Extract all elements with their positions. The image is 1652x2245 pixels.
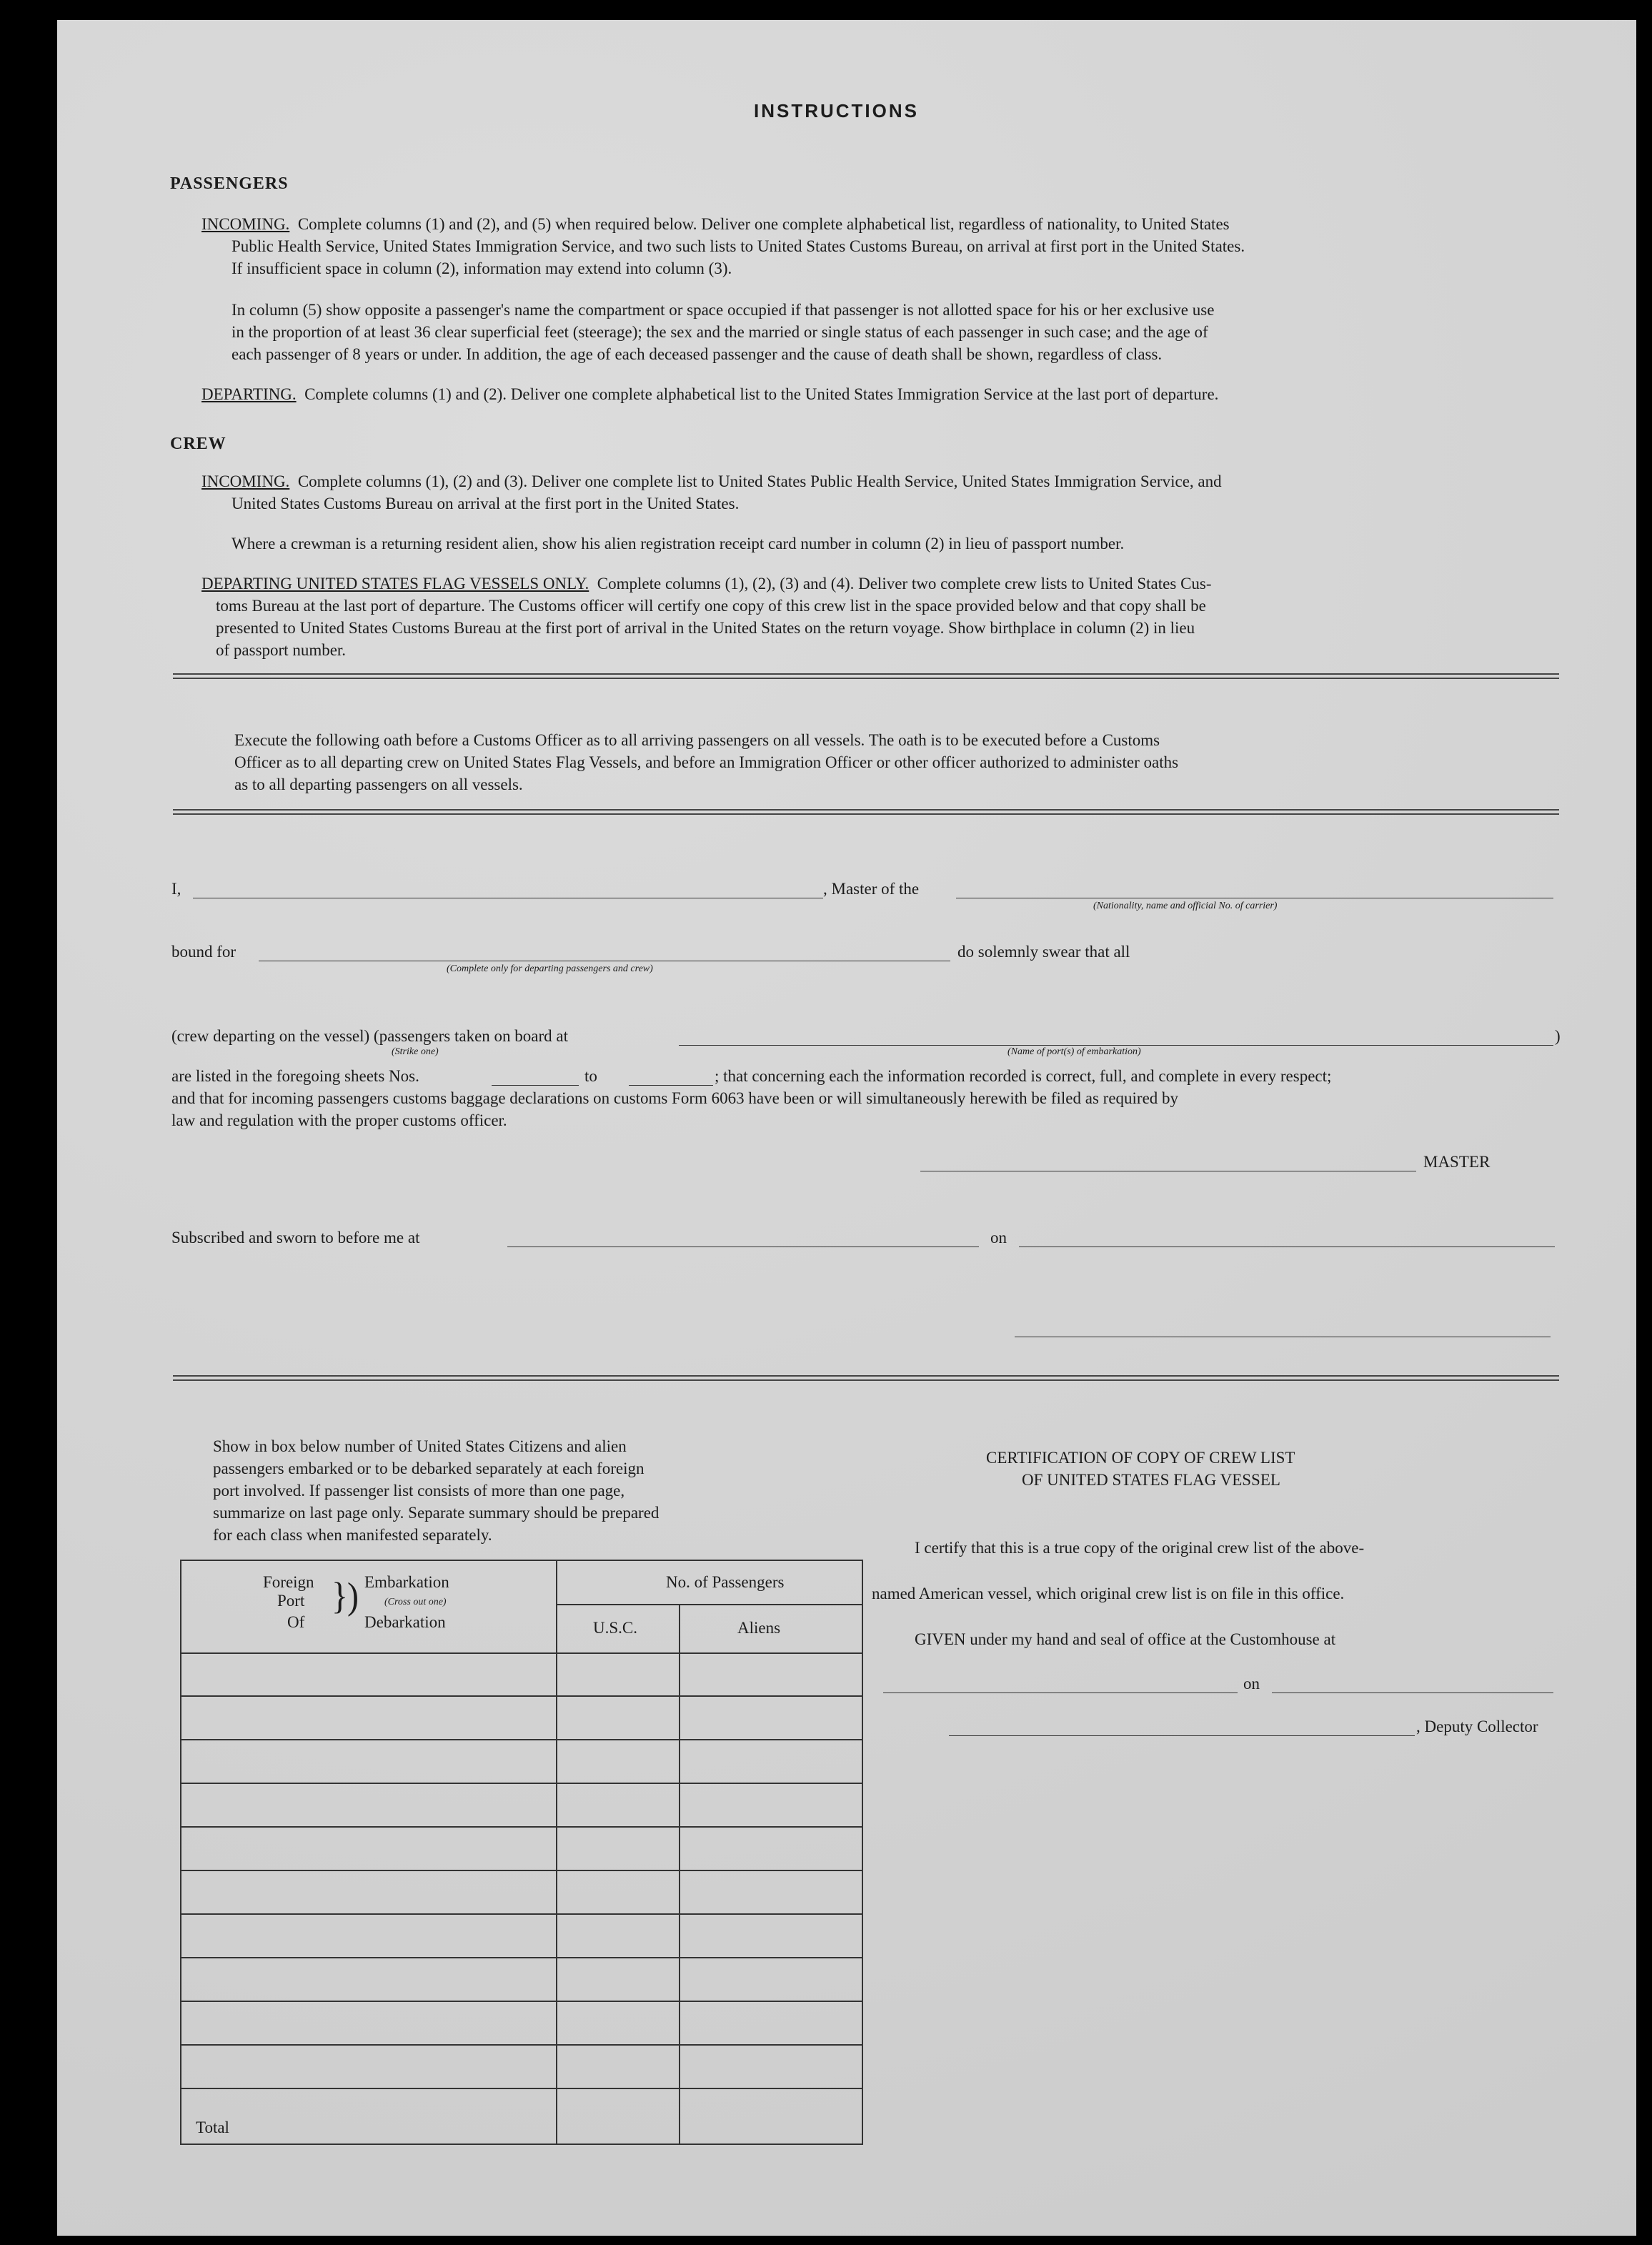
- certification-title-2: OF UNITED STATES FLAG VESSEL: [1022, 1471, 1280, 1489]
- column5-line-1: In column (5) show opposite a passenger's name the compartment or space occupied if that passenger is not allotted space for his or her exclusive use: [232, 301, 1215, 319]
- summary-note-line-1: Show in box below number of United States Citizens and alien: [213, 1437, 627, 1455]
- certification-given: GIVEN under my hand and seal of office at the Customhouse at: [915, 1630, 1336, 1648]
- table-aliens-header: Aliens: [737, 1619, 781, 1637]
- certification-text-2: named American vessel, which original crew list is on file in this office.: [872, 1585, 1345, 1602]
- sheets-to-field[interactable]: [629, 1085, 713, 1086]
- passengers-incoming-label: INCOMING.: [201, 215, 290, 233]
- sheets-from-field[interactable]: [492, 1085, 579, 1086]
- sheets-label-3: and that for incoming passengers customs baggage declarations on customs Form 6063 have been or will simultaneously herewith be filed as required by: [171, 1089, 1179, 1107]
- crew-departing-text: Complete columns (1), (2), (3) and (4). Deliver two complete crew lists to United States Cus-: [597, 575, 1212, 593]
- passengers-title: PASSENGERS: [170, 174, 289, 193]
- passengers-incoming-line-2: Public Health Service, United States Immigration Service, and two such lists to United States Customs Bureau, on arrival at first port in the United States.: [232, 237, 1245, 255]
- divider-2: [173, 809, 1559, 815]
- summary-note-line-5: for each class when manifested separately.: [213, 1526, 492, 1544]
- table-brace-right: ): [347, 1575, 359, 1617]
- table-total-label: Total: [196, 2118, 229, 2136]
- crew-incoming-label: INCOMING.: [201, 472, 290, 490]
- summary-note-line-4: summarize on last page only. Separate summary should be prepared: [213, 1504, 660, 1522]
- passengers-incoming-line-1: [201, 213, 1230, 235]
- passengers-incoming-text: Complete columns (1) and (2), and (5) when required below. Deliver one complete alphabetical list, regardless of nationality, to United States: [297, 215, 1230, 233]
- oath-intro-line-2: Officer as to all departing crew on United States Flag Vessels, and before an Immigration Officer or other officer authorized to administer oaths: [234, 753, 1179, 771]
- oath-i-label: I,: [171, 880, 181, 898]
- swear-label: do solemnly swear that all: [957, 943, 1130, 961]
- table-debarkation-label: Debarkation: [364, 1613, 446, 1631]
- table-cross-out-caption: (Cross out one): [384, 1597, 447, 1607]
- table-of-label: Of: [287, 1613, 305, 1631]
- document-page: [57, 20, 1636, 2236]
- table-foreign-label: Foreign: [263, 1573, 314, 1591]
- bound-for-label: bound for: [171, 943, 237, 961]
- subscribed-label: Subscribed and sworn to before me at: [171, 1229, 420, 1247]
- column5-line-3: each passenger of 8 years or under. In addition, the age of each deceased passenger and the cause of death shall be shown, regardless of class.: [232, 345, 1163, 363]
- crew-incoming-text: Complete columns (1), (2) and (3). Deliver one complete list to United States Public Health Service, United States Immigration Service, and: [297, 472, 1222, 490]
- sheets-label-4: law and regulation with the proper customs officer.: [171, 1111, 507, 1129]
- ports-caption: (Name of port(s) of embarkation): [1007, 1046, 1141, 1057]
- sheets-label-2: ; that concerning each the information recorded is correct, full, and complete in every respect;: [715, 1067, 1332, 1085]
- divider-3: [173, 1375, 1559, 1381]
- passengers-incoming-line-3: If insufficient space in column (2), information may extend into column (3).: [232, 259, 732, 277]
- table-brace: }: [332, 1575, 349, 1617]
- certification-on-label: on: [1243, 1675, 1260, 1693]
- crew-departing-label: DEPARTING UNITED STATES FLAG VESSELS ONLY.: [201, 575, 589, 593]
- crew-incoming-line-1: [201, 470, 1222, 492]
- crew-departing-line-3: presented to United States Customs Bureau at the first port of arrival in the United States on the return voyage. Show birthplace in column (2) in lieu: [216, 619, 1195, 637]
- table-embarkation-label: Embarkation: [364, 1573, 449, 1591]
- summary-note-line-3: port involved. If passenger list consists of more than one page,: [213, 1482, 625, 1500]
- passengers-departing-text: Complete columns (1) and (2). Deliver one complete alphabetical list to the United States Immigration Service at the last port of departure.: [304, 385, 1219, 403]
- crew-departing-line-1: [201, 573, 1212, 595]
- passengers-departing-label: DEPARTING.: [201, 385, 297, 403]
- passengers-departing-line: [201, 383, 1218, 405]
- table-no-passengers-header: No. of Passengers: [666, 1573, 785, 1591]
- crew-passengers-label: (crew departing on the vessel) (passengers taken on board at: [171, 1027, 568, 1045]
- oath-intro-line-1: Execute the following oath before a Customs Officer as to all arriving passengers on all vessels. The oath is to be executed before a Customs: [234, 731, 1160, 749]
- sheets-to-label: to: [584, 1067, 597, 1085]
- instructions-heading: INSTRUCTIONS: [754, 100, 919, 122]
- crew-departing-line-2: toms Bureau at the last port of departure. The Customs officer will certify one copy of this crew list in the space provided below and that copy shall be: [216, 597, 1206, 615]
- crew-departing-line-4: of passport number.: [216, 641, 347, 659]
- divider-1: [173, 673, 1559, 679]
- strike-one-caption: (Strike one): [392, 1046, 439, 1057]
- table-port-label: Port: [277, 1592, 305, 1610]
- certification-title-1: CERTIFICATION OF COPY OF CREW LIST: [986, 1449, 1295, 1467]
- crew-title: CREW: [170, 435, 227, 453]
- table-usc-header: U.S.C.: [593, 1619, 637, 1637]
- crew-incoming-line-2: United States Customs Bureau on arrival at the first port in the United States.: [232, 495, 740, 512]
- ports-field[interactable]: [679, 1045, 1553, 1046]
- sheets-label-1: are listed in the foregoing sheets Nos.: [171, 1067, 419, 1085]
- bound-for-caption: (Complete only for departing passengers and crew): [447, 963, 653, 974]
- column5-line-2: in the proportion of at least 36 clear superficial feet (steerage); the sex and the married or single status of each passenger in such case; and the age of: [232, 323, 1208, 341]
- crew-alien-line: Where a crewman is a returning resident alien, show his alien registration receipt card number in column (2) in lieu of passport number.: [232, 535, 1125, 552]
- master-label: MASTER: [1423, 1153, 1491, 1171]
- summary-note-line-2: passengers embarked or to be debarked separately at each foreign: [213, 1460, 645, 1477]
- master-of-the-label: , Master of the: [823, 880, 920, 898]
- carrier-caption: (Nationality, name and official No. of carrier): [1093, 901, 1278, 911]
- passenger-summary-box: [180, 1560, 863, 2145]
- ports-close-paren: ): [1555, 1027, 1561, 1045]
- deputy-collector-label: , Deputy Collector: [1416, 1718, 1538, 1735]
- oath-intro-line-3: as to all departing passengers on all vessels.: [234, 775, 523, 793]
- certification-text-1: I certify that this is a true copy of the original crew list of the above-: [915, 1539, 1365, 1557]
- subscribed-on-label: on: [990, 1229, 1007, 1247]
- deputy-collector-signature-field[interactable]: [949, 1735, 1415, 1736]
